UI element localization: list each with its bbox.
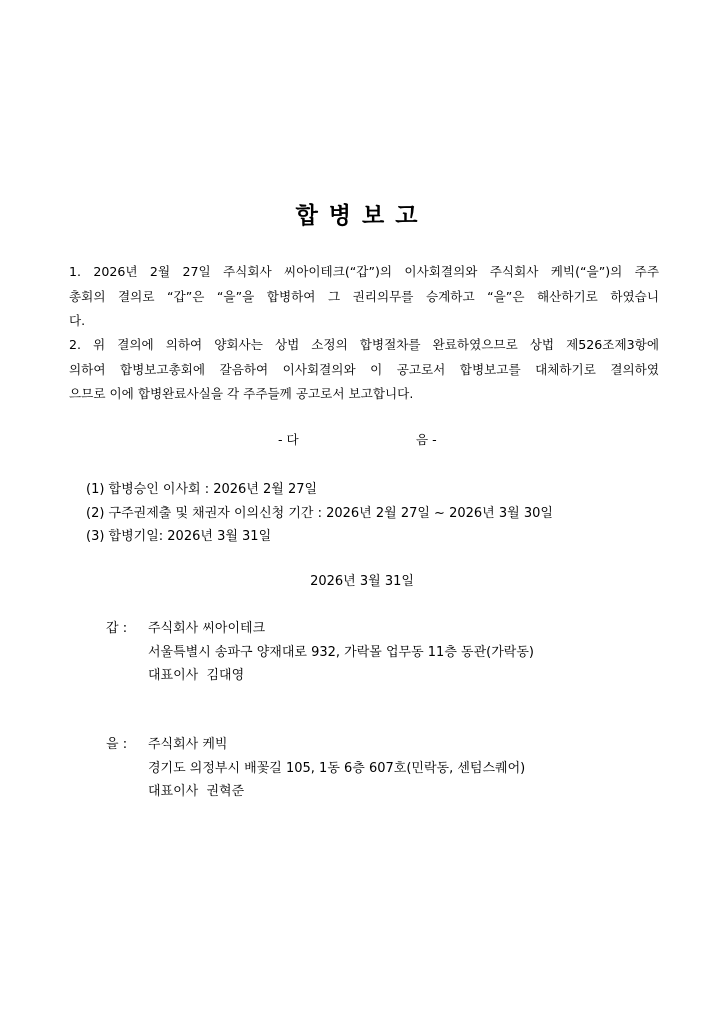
paragraph-line: 으므로 이에 합병완료사실을 각 주주들께 공고로서 보고합니다.	[69, 386, 414, 401]
paragraph-line: 총회의 결의로 “갑”은 “을”을 합병하여 그 권리의무를 승계하고 “을”은 해산하기로 하였습니	[69, 288, 659, 304]
notice-heading-right: 음 -	[416, 432, 437, 447]
party-b-ceo: 대표이사 권혁준	[148, 784, 245, 799]
notice-item: (2) 구주권제출 및 채권자 이의신청 기간 : 2026년 2월 27일 ~ 2026년 3월 30일	[86, 505, 553, 521]
notice-item: (3) 합병기일: 2026년 3월 31일	[86, 529, 272, 544]
party-b-address: 경기도 의정부시 배꽃길 105, 1동 6층 607호(민락동, 센텀스퀘어)	[148, 760, 526, 776]
party-a-details	[148, 617, 534, 688]
notice-item: (1) 합병승인 이사회 : 2026년 2월 27일	[86, 482, 318, 497]
party-a-address: 서울특별시 송파구 양재대로 932, 가락몰 업무동 11층 동관(가락동)	[148, 644, 534, 660]
party-b-company: 주식회사 케빅	[148, 737, 228, 752]
notice-item-list	[86, 478, 553, 549]
document-title: 합병보고	[295, 203, 429, 229]
paragraph-line: 다.	[69, 313, 86, 328]
party-b-label: 을 :	[106, 737, 128, 752]
party-a-ceo: 대표이사 김대영	[148, 668, 245, 683]
paragraph-merger-completion	[69, 333, 659, 407]
paragraph-line: 1. 2026년 2월 27일 주식회사 씨아이테크(“갑”)의 이사회결의와 주식회사 케빅(“을”)의 주주	[69, 264, 659, 279]
party-b-details	[148, 733, 525, 804]
paragraph-line: 의하여 합병보고총회에 갈음하여 이사회결의와 이 공고로서 합병보고를 대체하기로 결의하였	[69, 361, 659, 377]
party-a-company: 주식회사 씨아이테크	[148, 621, 266, 636]
notice-heading-left: - 다	[278, 432, 299, 447]
paragraph-merger-resolution	[69, 260, 659, 334]
notice-date: 2026년 3월 31일	[310, 574, 414, 589]
party-a-label: 갑 :	[106, 621, 128, 636]
paragraph-line: 2. 위 결의에 의하여 양회사는 상법 소정의 합병절차를 완료하였으므로 상법 제526조제3항에	[69, 337, 659, 352]
